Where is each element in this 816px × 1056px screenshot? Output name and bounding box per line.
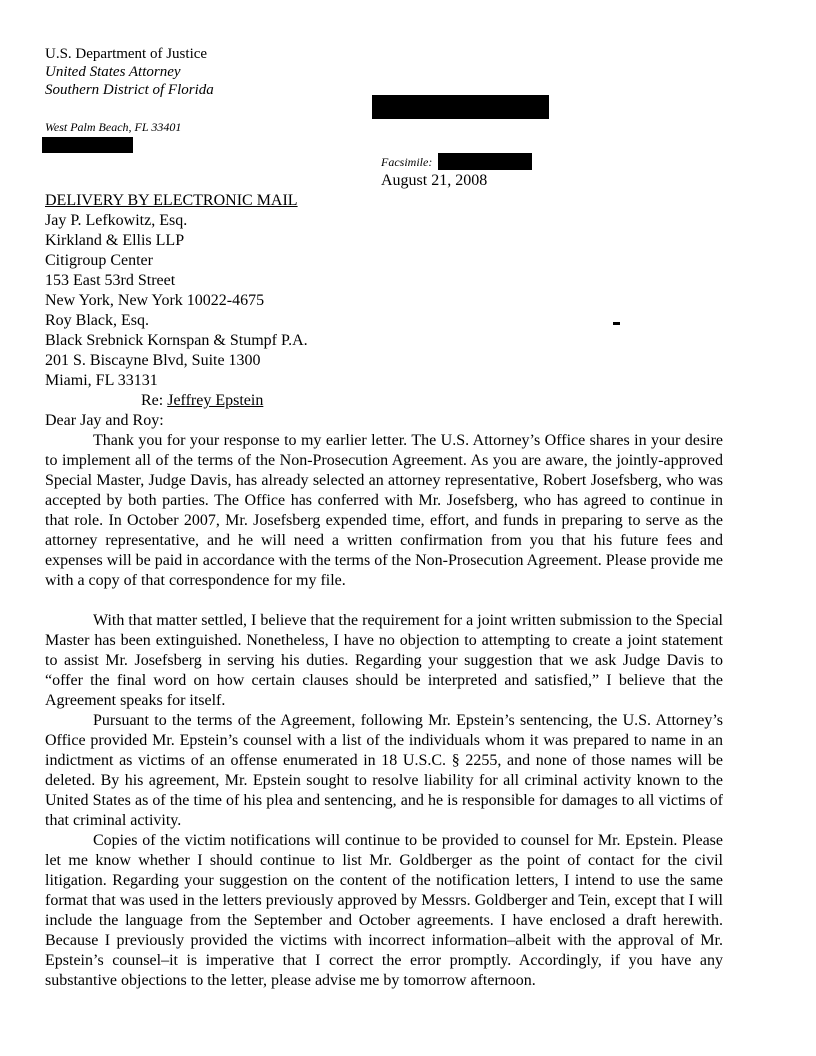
re-subject: Jeffrey Epstein <box>167 392 264 409</box>
recipient-line: Roy Black, Esq. <box>45 312 149 329</box>
recipient-line: 153 East 53rd Street <box>45 272 176 289</box>
recipient-line: Kirkland & Ellis LLP <box>45 232 185 249</box>
re-label: Re: <box>141 392 168 409</box>
recipient-line: Miami, FL 33131 <box>45 372 158 389</box>
redaction-block-facsimile <box>438 153 532 170</box>
letterhead-district: Southern District of Florida <box>45 82 214 98</box>
body-paragraph: Thank you for your response to my earlier letter. The U.S. Attorney’s Office shares in your desire to implement all of the terms of the Non-Prosecution Agreement. As you are aware, the jointly-approved Special Master, Judge Davis, has already selected an attorney representative, Robert Josefsberg, who was accepted by both parties. The Office has conferred with Mr. Josefsberg, who has agreed to continue in that role. In October 2007, Mr. Josefsberg expended time, effort, and funds in preparing to serve as the attorney representative, and he will need a written confirmation from you that his future fees and expenses will be paid in accordance with the terms of the Non-Prosecution Agreement. Please provide me with a copy of that correspondence for my file. <box>45 432 724 589</box>
letterhead-address: West Palm Beach, FL 33401 <box>45 120 182 134</box>
body-paragraph: Copies of the victim notifications will continue to be provided to counsel for Mr. Epstein. Please let me know whether I should continue to list Mr. Goldberger as the point of contact for the civil litigation. Regarding your suggestion on the content of the notification letters, I intend to use the same format that was used in the letters previously approved by Messrs. Goldberger and Tein, except that I will include the language from the September and October agreements. I have enclosed a draft herewith. Because I previously provided the victims with incorrect information–albeit with the approval of Mr. Epstein’s counsel–it is imperative that I correct the error promptly. Accordingly, if you have any substantive objections to the letter, please advise me by tomorrow afternoon. <box>45 832 723 989</box>
recipient-line: Citigroup Center <box>45 252 153 269</box>
recipient-line: Black Srebnick Kornspan & Stumpf P.A. <box>45 332 308 349</box>
letterhead-title: United States Attorney <box>45 64 181 80</box>
redaction-block-top <box>372 95 549 119</box>
body-paragraph: Pursuant to the terms of the Agreement, following Mr. Epstein’s sentencing, the U.S. Attorney’s Office provided Mr. Epstein’s counsel with a list of the individuals whom it was prepared to name in an indictment as victims of an offense enumerated in 18 U.S.C. § 2255, and none of those names will be deleted. By his agreement, Mr. Epstein sought to resolve liability for all criminal activity known to the United States as of the time of his plea and sentencing, and he is responsible for damages to all victims of that criminal activity. <box>45 712 723 829</box>
redaction-block-left <box>42 137 133 153</box>
stray-mark <box>613 322 620 325</box>
recipient-line: Jay P. Lefkowitz, Esq. <box>45 212 188 229</box>
delivery-method: DELIVERY BY ELECTRONIC MAIL <box>45 192 298 209</box>
letter-date: August 21, 2008 <box>381 172 488 189</box>
re-line <box>141 391 263 411</box>
body-paragraph: With that matter settled, I believe that the requirement for a joint written submission to the Special Master has been extinguished. Nonetheless, I have no objection to attempting to create a joint statement to assist Mr. Josefsberg in serving his duties. Regarding your suggestion that we ask Judge Davis to “offer the final word on how certain clauses should be interpreted and satisfied,” I believe that the Agreement speaks for itself. <box>45 612 723 709</box>
facsimile-label: Facsimile: <box>381 155 433 169</box>
letterhead-department: U.S. Department of Justice <box>45 46 208 62</box>
salutation: Dear Jay and Roy: <box>45 412 164 429</box>
recipient-line: New York, New York 10022-4675 <box>45 292 265 309</box>
recipient-line: 201 S. Biscayne Blvd, Suite 1300 <box>45 352 261 369</box>
